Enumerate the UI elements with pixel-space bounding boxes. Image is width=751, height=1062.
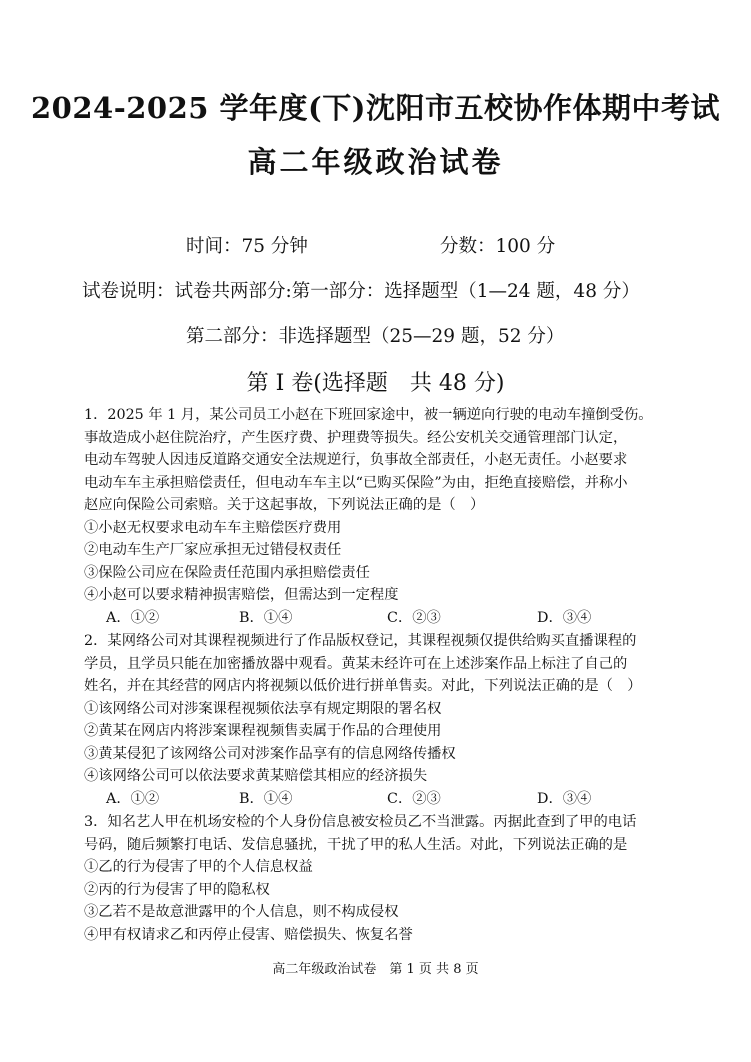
section-title: 第 I 卷(选择题 共 48 分)	[246, 371, 505, 396]
option-d: D．③④	[537, 790, 592, 807]
question-stem-line: 3．知名艺人甲在机场安检的个人身份信息被安检员乙不当泄露。丙据此查到了甲的电话	[84, 814, 637, 830]
question-stem-line: 姓名，并在其经营的网店内将视频以低价进行拼单售卖。对此，下列说法正确的是（ ）	[84, 678, 642, 694]
question-stem-line: 号码，随后频繁打电话、发信息骚扰，干扰了甲的私人生活。对此，下列说法正确的是	[84, 836, 628, 853]
exam-subtitle: 高二年级政治试卷	[247, 145, 504, 179]
option-c: C．②③	[387, 790, 441, 807]
question-stem-line: 电动车车主承担赔偿责任，但电动车车主以“已购买保险”为由，拒绝直接赔偿，并称小	[84, 474, 628, 491]
statement-item: ④甲有权请求乙和丙停止侵害、赔偿损失、恢复名誉	[84, 926, 413, 943]
option-a: A．①②	[106, 790, 160, 807]
statement-item: ④该网络公司可以依法要求黄某赔偿其相应的经济损失	[84, 768, 428, 784]
statement-item: ②黄某在网店内将涉案课程视频售卖属于作品的合理使用	[84, 723, 442, 739]
exam-description-part2: 第二部分：非选择题型（25—29 题，52 分）	[186, 326, 565, 347]
question-stem-line: 2．某网络公司对其课程视频进行了作品版权登记，其课程视频仅提供给购买直播课程的	[84, 633, 637, 649]
statement-item: ③保险公司应在保险责任范围内承担赔偿责任	[84, 564, 370, 581]
question-2	[84, 630, 674, 810]
answer-options	[84, 607, 674, 630]
statement-item: ②丙的行为侵害了甲的隐私权	[84, 881, 270, 898]
option-c: C．②③	[387, 609, 441, 626]
statement-item: ①乙的行为侵害了甲的个人信息权益	[84, 859, 313, 875]
exam-score: 分数：100 分	[440, 236, 556, 257]
question-stem-line: 1．2025 年 1 月，某公司员工小赵在下班回家途中，被一辆逆向行驶的电动车撞倒受伤。	[84, 407, 653, 423]
answer-options	[84, 788, 674, 811]
option-b: B．①④	[239, 790, 293, 807]
page-footer: 高二年级政治试卷 第 1 页 共 8 页	[272, 962, 479, 977]
option-d: D．③④	[537, 609, 592, 626]
question-stem-line: 赵应向保险公司索赔。关于这起事故，下列说法正确的是（ ）	[84, 497, 485, 513]
question-stem-line: 电动车驾驶人因违反道路交通安全法规逆行，负事故全部责任，小赵无责任。小赵要求	[84, 452, 628, 468]
question-3	[84, 811, 674, 946]
statement-item: ④小赵可以要求精神损害赔偿，但需达到一定程度	[84, 587, 399, 603]
exam-description-part1: 试卷说明：试卷共两部分:第一部分：选择题型（1—24 题，48 分）	[82, 281, 640, 302]
statement-item: ②电动车生产厂家应承担无过错侵权责任	[84, 542, 342, 558]
question-stem-line: 学员，且学员只能在加密播放器中观看。黄某未经许可在上述涉案作品上标注了自己的	[84, 655, 628, 672]
statement-item: ③乙若不是故意泄露甲的个人信息，则不构成侵权	[84, 904, 399, 920]
question-1	[84, 404, 674, 629]
exam-title: 2024-2025 学年度(下)沈阳市五校协作体期中考试	[30, 91, 720, 125]
question-stem-line: 事故造成小赵住院治疗，产生医疗费、护理费等损失。经公安机关交通管理部门认定，	[84, 429, 628, 446]
statement-item: ①该网络公司对涉案课程视频依法享有规定期限的署名权	[84, 700, 442, 717]
statement-item: ③黄某侵犯了该网络公司对涉案作品享有的信息网络传播权	[84, 745, 456, 762]
statement-item: ①小赵无权要求电动车车主赔偿医疗费用	[84, 519, 342, 536]
exam-time: 时间：75 分钟	[186, 236, 308, 257]
option-a: A．①②	[106, 609, 160, 626]
option-b: B．①④	[239, 609, 293, 626]
